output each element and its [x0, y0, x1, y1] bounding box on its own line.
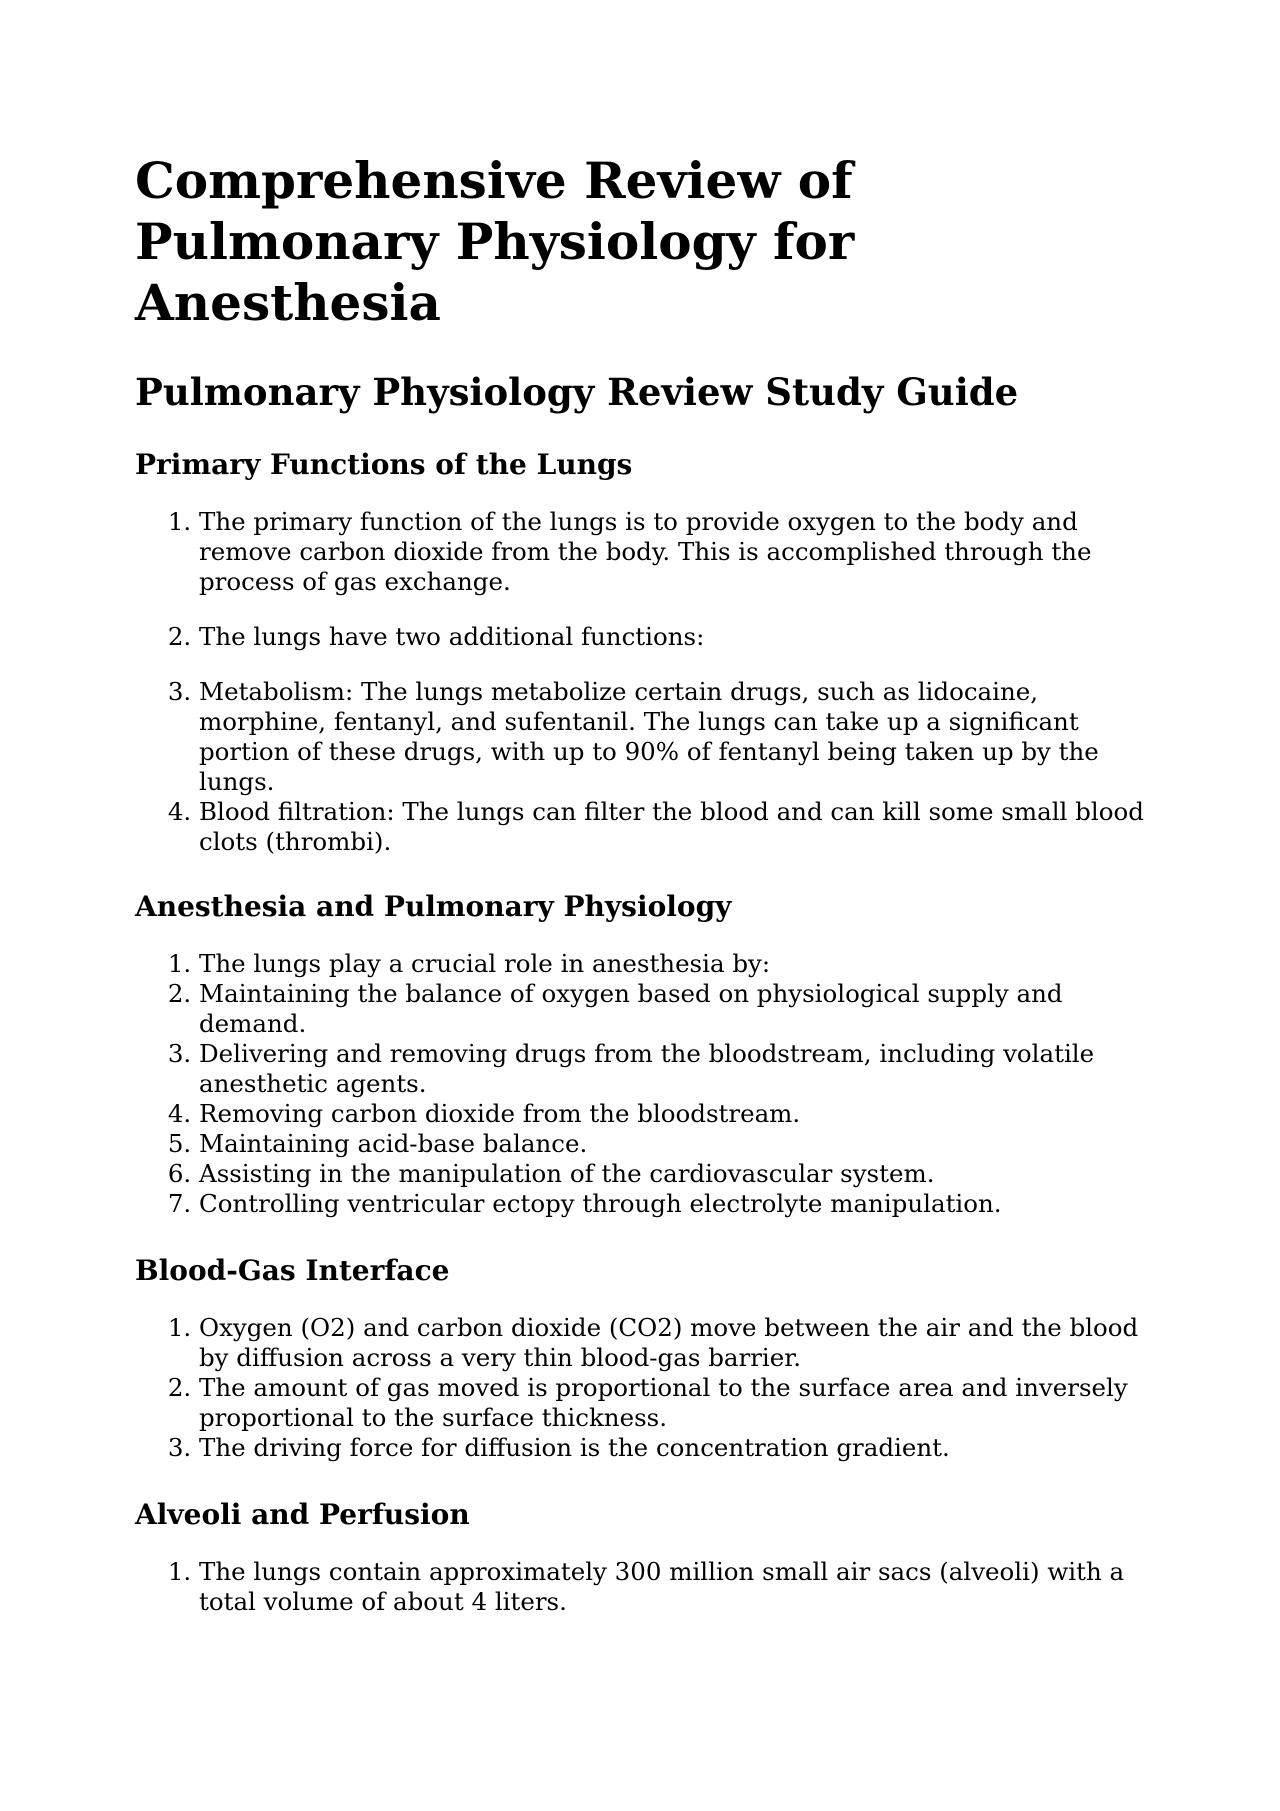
section-heading-blood-gas: Blood-Gas Interface	[135, 1254, 450, 1287]
list-item: 4. Blood filtration: The lungs can filter the blood and can kill some small blood clots (thrombi).	[199, 797, 1165, 857]
primary-functions-list	[135, 507, 1165, 857]
list-item: 4. Removing carbon dioxide from the bloodstream.	[199, 1099, 1165, 1129]
document-page	[135, 150, 1165, 1617]
document-subtitle: Pulmonary Physiology Review Study Guide	[135, 370, 1019, 414]
alveoli-list	[135, 1557, 1165, 1617]
list-item: 2. Maintaining the balance of oxygen based on physiological supply and demand.	[199, 979, 1165, 1039]
list-item: 2. The amount of gas moved is proportional to the surface area and inversely proportional to the surface thickness.	[199, 1373, 1165, 1433]
list-item: 6. Assisting in the manipulation of the cardiovascular system.	[199, 1159, 1165, 1189]
list-item: 2. The lungs have two additional functions:	[199, 622, 1165, 652]
list-item: 1. The primary function of the lungs is to provide oxygen to the body and remove carbon dioxide from the body. This is accomplished through the process of gas exchange.	[199, 507, 1165, 597]
list-item: 3. Delivering and removing drugs from the bloodstream, including volatile anesthetic agents.	[199, 1039, 1165, 1099]
document-title: Comprehensive Review of Pulmonary Physiology for Anesthesia	[135, 151, 855, 332]
list-item: 5. Maintaining acid-base balance.	[199, 1129, 1165, 1159]
list-item: 1. Oxygen (O2) and carbon dioxide (CO2) move between the air and the blood by diffusion across a very thin blood-gas barrier.	[199, 1313, 1165, 1373]
list-item: 1. The lungs contain approximately 300 million small air sacs (alveoli) with a total volume of about 4 liters.	[199, 1557, 1165, 1617]
section-heading-anesthesia: Anesthesia and Pulmonary Physiology	[135, 890, 732, 923]
section-heading-primary-functions: Primary Functions of the Lungs	[135, 448, 633, 481]
blood-gas-list	[135, 1313, 1165, 1463]
section-heading-alveoli: Alveoli and Perfusion	[135, 1498, 470, 1531]
list-item: 7. Controlling ventricular ectopy through electrolyte manipulation.	[199, 1189, 1165, 1219]
anesthesia-list	[135, 949, 1165, 1219]
list-item: 3. The driving force for diffusion is the concentration gradient.	[199, 1433, 1165, 1463]
list-item: 1. The lungs play a crucial role in anesthesia by:	[199, 949, 1165, 979]
list-item: 3. Metabolism: The lungs metabolize certain drugs, such as lidocaine, morphine, fentanyl, and sufentanil. The lungs can take up a significant portion of these drugs, with up to 90% of fentanyl being taken up by the lungs.	[199, 677, 1165, 797]
